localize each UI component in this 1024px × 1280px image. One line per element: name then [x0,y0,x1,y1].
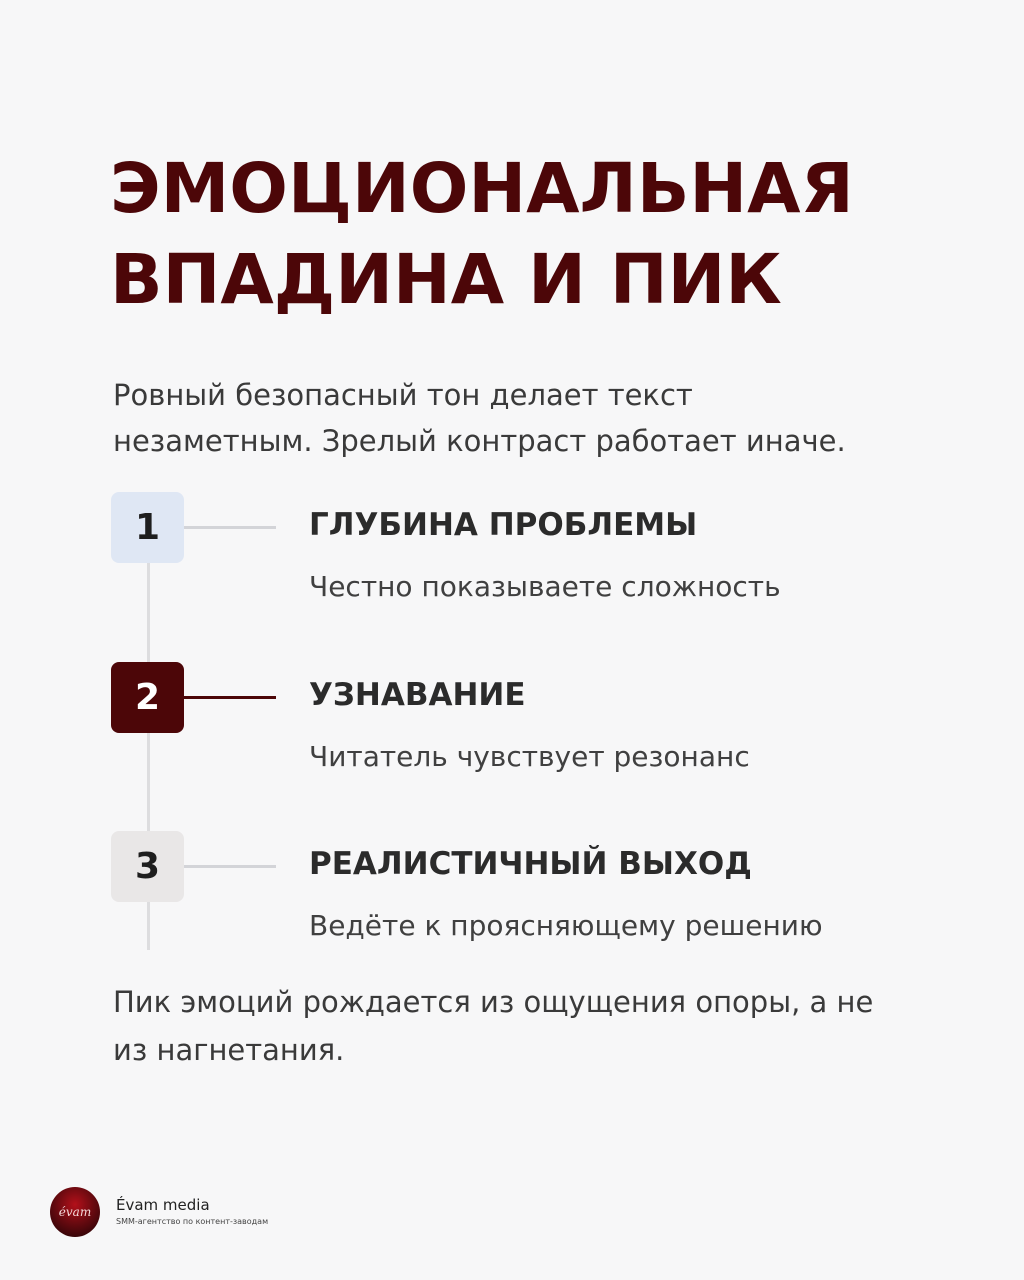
brand-logo-text: évam [58,1205,92,1219]
step-heading: РЕАЛИСТИЧНЫЙ ВЫХОД [309,846,752,882]
step-connector [184,696,276,699]
page-title [110,144,990,326]
step-description: Честно показываете сложность [309,570,781,603]
outro-line-1: Пик эмоций рождается из ощущения опоры, а не [113,985,874,1019]
title-line-2: ВПАДИНА И ПИК [110,240,782,320]
brand-logo [50,1187,100,1237]
brand-tagline: SMM-агентство по контент-заводам [116,1217,269,1226]
step-number-badge: 1 [111,492,184,563]
step-number-badge: 2 [111,662,184,733]
step-item-2 [111,662,991,782]
step-number-badge: 3 [111,831,184,902]
step-heading: УЗНАВАНИЕ [309,677,526,713]
intro-text [113,372,993,464]
step-connector [184,526,276,529]
intro-line-1: Ровный безопасный тон делает текст [113,378,693,412]
title-line-1: ЭМОЦИОНАЛЬНАЯ [110,149,854,229]
step-heading: ГЛУБИНА ПРОБЛЕМЫ [309,507,698,543]
step-description: Ведёте к проясняющему решению [309,909,823,942]
outro-line-2: из нагнетания. [113,1033,345,1067]
intro-line-2: незаметным. Зрелый контраст работает иначе. [113,424,846,458]
step-item-1 [111,492,991,612]
brand-name: Évam media [116,1196,210,1214]
outro-text [113,978,993,1074]
step-description: Читатель чувствует резонанс [309,740,750,773]
step-item-3 [111,831,991,951]
step-connector [184,865,276,868]
